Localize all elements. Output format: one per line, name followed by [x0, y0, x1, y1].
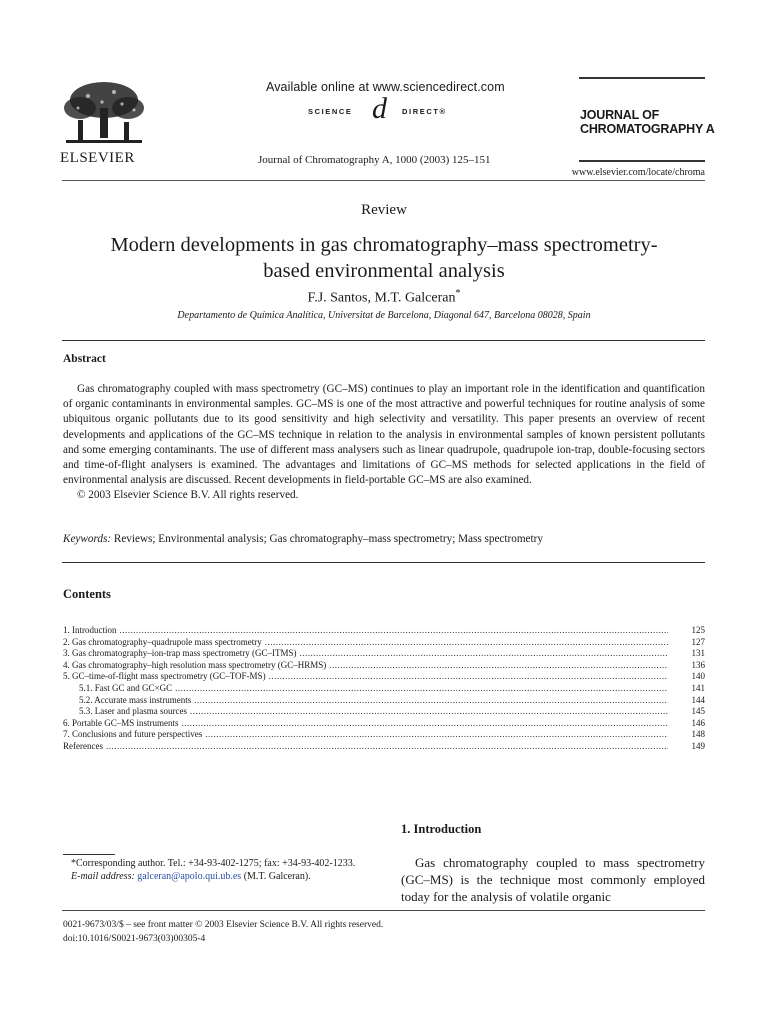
toc-item-page: 140: [691, 671, 705, 682]
toc-item-title: 4. Gas chromatography–high resolution mass spectrometry (GC–HRMS): [63, 659, 327, 670]
toc-leader-dots: [120, 625, 669, 635]
imprint-rule: [62, 910, 705, 911]
keywords-text: Reviews; Environmental analysis; Gas chromatography–mass spectrometry; Mass spectrometry: [113, 533, 543, 545]
toc-item-page: 145: [691, 706, 705, 717]
toc-item-title: 1. Introduction: [63, 625, 117, 635]
toc-item-page: 144: [691, 694, 705, 705]
journal-citation: Journal of Chromatography A, 1000 (2003) 125–151: [258, 154, 491, 166]
toc-item-title: 5.1. Fast GC and GC×GC: [79, 682, 173, 693]
header-divider: [62, 180, 705, 181]
sciencedirect-direct-word: DIRECT®: [402, 107, 447, 116]
toc-leader-dots: [175, 683, 668, 693]
journal-title-line-1: JOURNAL OF: [580, 108, 660, 122]
toc-item-page: 136: [691, 659, 705, 670]
toc-item-5-1[interactable]: [63, 683, 705, 695]
journal-title-bottom-rule: [579, 160, 705, 162]
toc-item-title: 5.2. Accurate mass instruments: [79, 694, 192, 705]
toc-item-title: 2. Gas chromatography–quadrupole mass spectrometry: [63, 636, 262, 647]
toc-item-5-3[interactable]: [63, 706, 705, 718]
keywords: [63, 533, 543, 545]
sciencedirect-at-logo: d: [372, 92, 387, 125]
abstract-heading: Abstract: [63, 353, 106, 365]
toc-item-1[interactable]: [63, 625, 705, 637]
author-affiliation: Departamento de Química Analítica, Universitat de Barcelona, Diagonal 647, Barcelona 08028, Spain: [177, 310, 591, 321]
toc-item-5[interactable]: [63, 671, 705, 683]
toc-item-title: References: [63, 740, 103, 751]
contents-heading: Contents: [63, 587, 111, 601]
toc-leader-dots: [205, 729, 668, 739]
journal-url[interactable]: www.elsevier.com/locate/chroma: [571, 167, 705, 178]
toc-leader-dots: [329, 660, 668, 670]
corresponding-author-note: *Corresponding author. Tel.: +34-93-402-1275; fax: +34-93-402-1233.: [71, 858, 356, 869]
toc-leader-dots: [299, 648, 668, 658]
toc-item-page: 131: [691, 648, 705, 659]
article-type: Review: [361, 202, 407, 218]
abstract-top-rule: [62, 340, 705, 341]
available-online-text[interactable]: Available online at www.sciencedirect.com: [266, 80, 505, 94]
corresponding-author-mark[interactable]: *: [455, 288, 461, 299]
toc-leader-dots: [182, 718, 668, 728]
article-title-line-2: based environmental analysis: [263, 260, 505, 282]
article-title: [60, 232, 708, 284]
article-authors: [0, 288, 768, 307]
toc-item-page: 125: [691, 625, 705, 635]
article-title-line-1: Modern developments in gas chromatography–mass spectrometry-: [110, 234, 658, 256]
journal-title-top-rule: [579, 77, 705, 79]
toc-item-references[interactable]: [63, 741, 705, 753]
publisher-name: ELSEVIER: [60, 150, 135, 166]
toc-item-6[interactable]: [63, 718, 705, 730]
toc-item-title: 5.3. Laser and plasma sources: [79, 706, 187, 717]
journal-title: [580, 108, 715, 136]
toc-leader-dots: [265, 637, 668, 647]
toc-leader-dots: [269, 671, 668, 681]
introduction-heading: 1. Introduction: [401, 822, 482, 836]
introduction-body: [401, 854, 705, 905]
abstract-copyright: © 2003 Elsevier Science B.V. All rights reserved.: [77, 489, 299, 502]
abstract-text: Gas chromatography coupled with mass spectrometry (GC–MS) continues to play an important role in the identification and quantification of organic contaminants in environmental samples. GC–MS is one of the most attractive and powerful techniques for routine analysis of some ubiquitous organic pollutants due to its good sensitivity and high selectivity and versatility. This paper presents an overview of recent developments and applications of the GC–MS technique in relation to the analysis in environmental samples of known persistent pollutants and some emerging contaminants. The use of different mass analysers such as linear quadrupole, quadrupole ion-trap, double-focusing sectors and time-of-flight analysers is examined. The advantages and limitations of GC–MS methods for selected applications in the field of environmental analysis are discussed. Recent developments in field-portable GC–MS are also examined.: [63, 383, 705, 487]
footnote: [63, 858, 368, 884]
table-of-contents: [63, 625, 705, 753]
toc-leader-dots: [106, 741, 668, 751]
toc-item-title: 6. Portable GC–MS instruments: [63, 717, 179, 728]
keywords-bottom-rule: [62, 562, 705, 563]
toc-item-page: 127: [691, 636, 705, 647]
toc-item-title: 7. Conclusions and future perspectives: [63, 729, 203, 740]
journal-title-line-2: CHROMATOGRAPHY A: [580, 122, 715, 136]
toc-item-title: 3. Gas chromatography–ion-trap mass spectrometry (GC–ITMS): [63, 648, 297, 659]
toc-item-page: 146: [691, 717, 705, 728]
imprint: [63, 919, 383, 946]
abstract-body: [63, 382, 705, 504]
email-link[interactable]: galceran@apolo.qui.ub.es: [137, 870, 242, 882]
toc-item-3[interactable]: [63, 648, 705, 660]
email-label: E-mail address:: [71, 870, 135, 882]
introduction-text: Gas chromatography coupled to mass spectrometry (GC–MS) is the technique most commonly employed today for the analysis of volatile organic: [401, 855, 705, 904]
toc-item-page: 148: [691, 729, 705, 740]
toc-item-title: 5. GC–time-of-flight mass spectrometry (GC–TOF-MS): [63, 671, 266, 682]
toc-item-5-2[interactable]: [63, 695, 705, 707]
imprint-issn-line: 0021-9673/03/$ – see front matter © 2003 Elsevier Science B.V. All rights reserved.: [63, 920, 384, 930]
imprint-doi[interactable]: doi:10.1016/S0021-9673(03)00305-4: [63, 933, 206, 944]
toc-item-2[interactable]: [63, 637, 705, 649]
toc-leader-dots: [194, 695, 668, 705]
author-names: F.J. Santos, M.T. Galceran: [307, 290, 456, 306]
email-owner: (M.T. Galceran).: [243, 870, 311, 882]
toc-item-page: 141: [691, 682, 705, 693]
toc-item-7[interactable]: [63, 729, 705, 741]
email-note: [63, 871, 368, 884]
sciencedirect-science-word: SCIENCE: [308, 107, 353, 116]
toc-item-4[interactable]: [63, 660, 705, 672]
footnote-rule: [63, 854, 115, 855]
keywords-label: Keywords:: [63, 533, 112, 545]
toc-item-page: 149: [691, 740, 705, 751]
toc-leader-dots: [190, 706, 668, 716]
